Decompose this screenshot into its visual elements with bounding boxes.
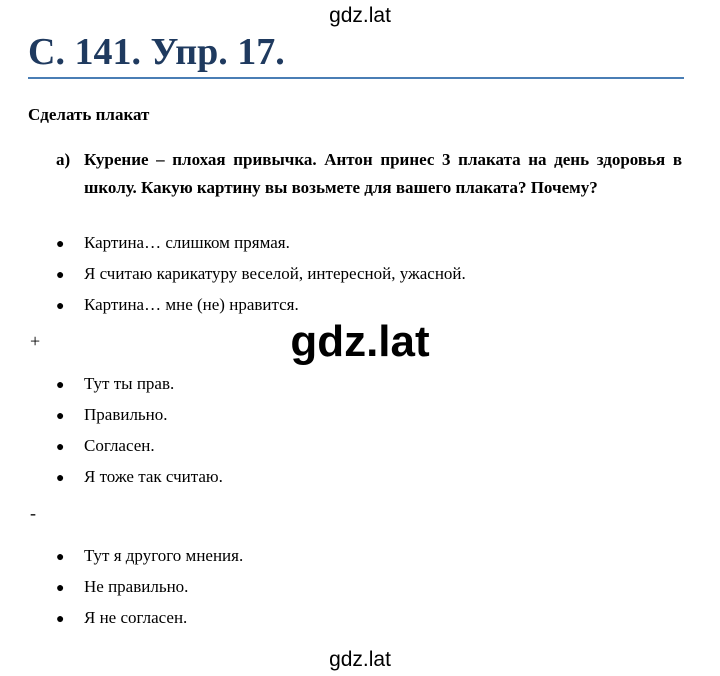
list-item-text: Тут я другого мнения. [84,546,244,565]
minus-sign: - [30,503,36,523]
list-item [56,369,223,400]
list-item-text: Тут ты прав. [84,374,175,393]
list-item-text: Картина… слишком прямая. [84,233,290,252]
phrase-list [56,228,466,321]
list-item [56,603,243,634]
bullet-dot-icon: ● [56,471,65,486]
page-title: С. 141. Упр. 17. [28,31,285,73]
list-item [56,228,466,259]
list-item [56,431,223,462]
list-item [56,462,223,493]
task-question [56,146,682,202]
list-item [56,541,243,572]
list-item-text: Картина… мне (не) нравится. [84,295,299,314]
task-marker: а) [56,150,71,169]
bullet-dot-icon: ● [56,409,65,424]
list-item-text: Правильно. [84,405,168,424]
bullet-dot-icon: ● [56,378,65,393]
bullet-dot-icon: ● [56,299,65,314]
bullet-dot-icon: ● [56,612,65,627]
list-item-text: Я тоже так считаю. [84,467,223,486]
title-divider [28,77,684,79]
watermark-center: gdz.lat [290,317,430,366]
list-item-text: Согласен. [84,436,155,455]
task-text: Курение – плохая привычка. Антон принес 3 плаката на день здоровья в школу. Какую картину вы возьмете для вашего плаката? Почему? [84,150,682,197]
bullet-dot-icon: ● [56,237,65,252]
list-item-text: Я считаю карикатуру веселой, интересной, ужасной. [84,264,466,283]
list-item [56,572,243,603]
bullet-dot-icon: ● [56,268,65,283]
list-item-text: Не правильно. [84,577,189,596]
disagree-list [56,541,243,634]
bullet-dot-icon: ● [56,581,65,596]
agree-list [56,369,223,493]
watermark-top: gdz.lat [329,4,391,27]
bullet-dot-icon: ● [56,550,65,565]
section-heading: Сделать плакат [28,105,150,124]
list-item [56,400,223,431]
plus-sign: + [30,331,41,351]
list-item-text: Я не согласен. [84,608,188,627]
bullet-dot-icon: ● [56,440,65,455]
list-item [56,259,466,290]
watermark-bottom: gdz.lat [329,648,391,671]
